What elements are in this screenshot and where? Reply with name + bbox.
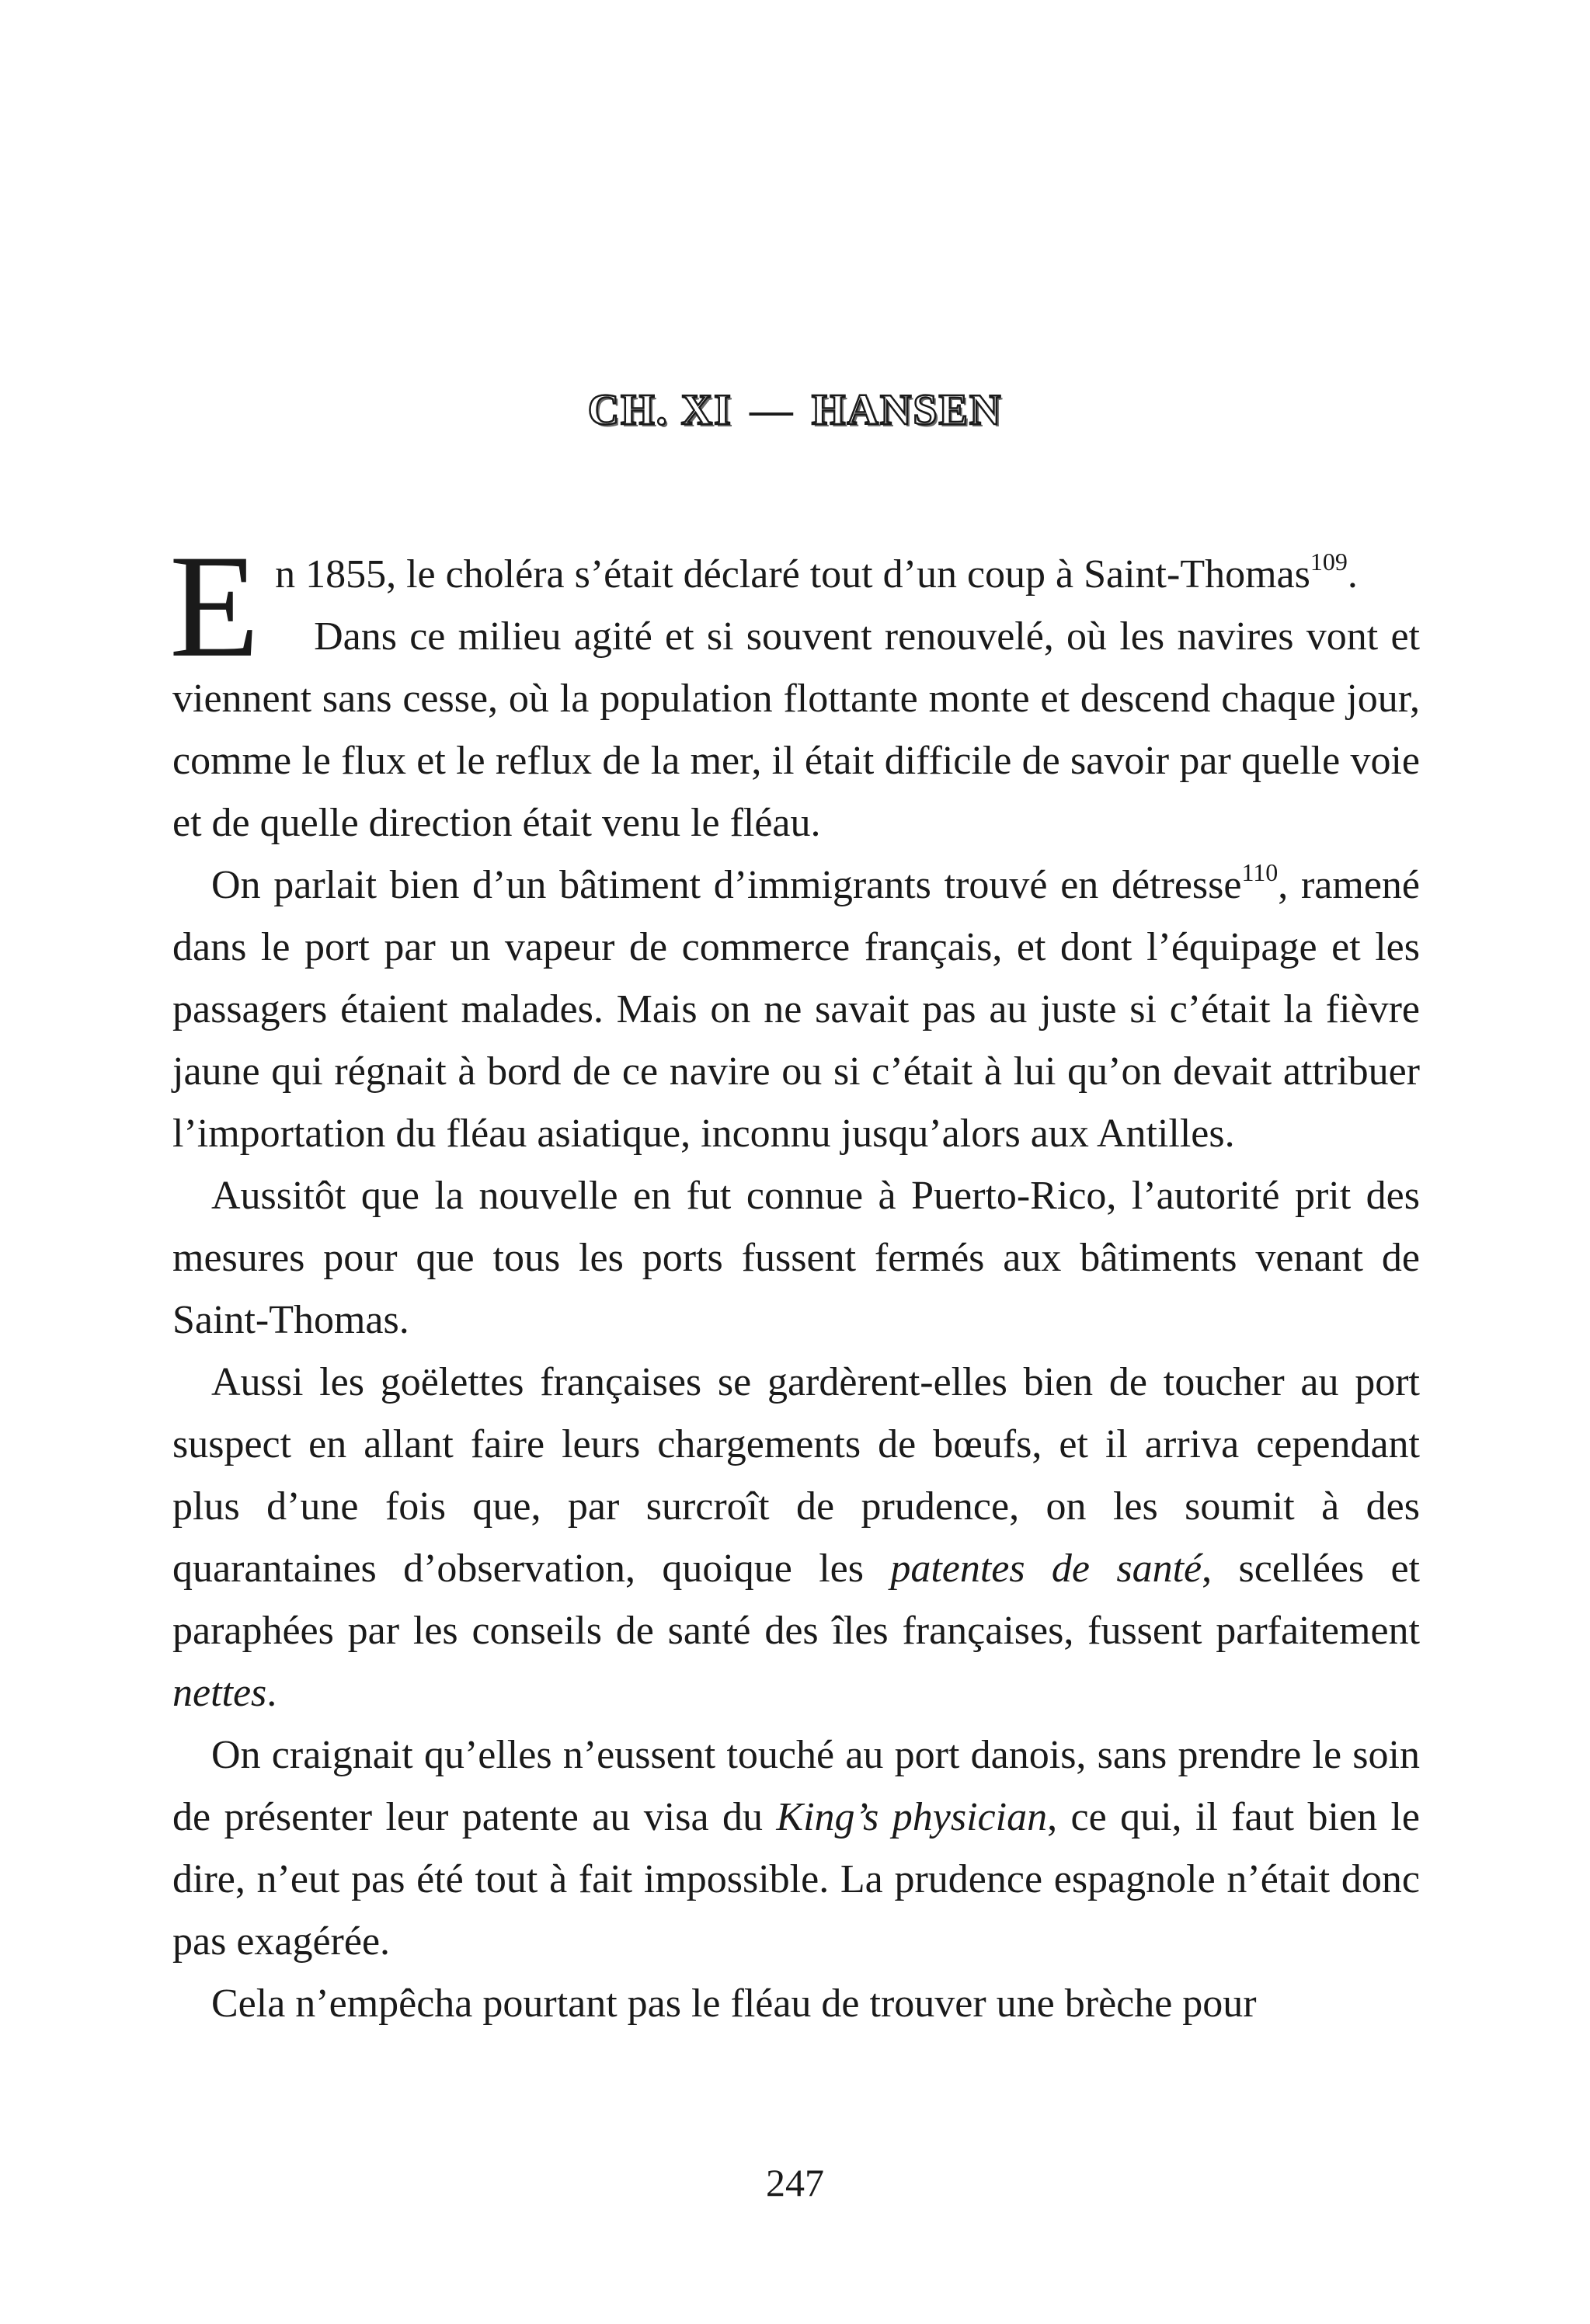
page-number: 247 — [766, 2161, 824, 2204]
chapter-label: CH. XI — [587, 385, 732, 434]
paragraph-6-text-a: On craignait qu’elles n’eussent touché au port danois, sans prendre le soin de présenter leur patente au visa du — [172, 1733, 1420, 1839]
paragraph-6-text-b: , ce qui, il faut bien le dire, n’eut pas été tout à fait impossible. La prudence espagnole n’était donc pas exagérée. — [172, 1795, 1420, 1964]
body-text — [169, 525, 1421, 2035]
paragraph-1 — [169, 525, 1420, 688]
paragraph-7: Cela n’empêcha pourtant pas le fléau de trouver une brèche pour — [211, 1981, 1257, 2026]
paragraph-6-italic: King’s physician — [776, 1795, 1048, 1839]
chapter-dash: — — [749, 385, 795, 434]
paragraph-1-text: n 1855, le choléra s’était déclaré tout d’un coup à Saint-Thomas — [275, 552, 1310, 597]
paragraph-4: Aussitôt que la nouvelle en fut connue à Puerto-Rico, l’autorité prit des mesures pour que tous les ports fussent fermés aux bâtiments venant de Saint-Thomas. — [172, 1174, 1420, 1342]
paragraph-5-text-a: Aussi les goëlettes françaises se gardèrent-elles bien de toucher au port suspect en allant faire leurs chargements de bœufs, et il arriva cependant plus d’une fois que, par surcroît de prudence, on les soumit à des quarantaines d’observation, quoique les — [172, 1360, 1420, 1591]
paragraph-1-end: . — [1347, 552, 1358, 597]
paragraph-5-text-b: , scellées et paraphées par les conseils de santé des îles françaises, fussent parfaitement — [172, 1546, 1421, 1653]
footnote-ref-110: 110 — [1241, 858, 1279, 886]
paragraph-2: Dans ce milieu agité et si souvent renouvelé, où les navires vont et viennent sans cesse, où la population flottante monte et descend chaque jour, comme le flux et le reflux de la mer, il était difficile de savoir par quelle voie et de quelle direction était venu le fléau. — [172, 614, 1420, 845]
paragraph-5 — [172, 1352, 1420, 1724]
footnote-ref-109: 109 — [1310, 548, 1348, 576]
paragraph-6 — [172, 1724, 1420, 1973]
paragraph-5-text-c: . — [266, 1671, 277, 1715]
drop-cap: E — [169, 525, 260, 688]
chapter-name: HANSEN — [811, 385, 1003, 434]
paragraph-5-italic-a: patentes de santé — [890, 1546, 1202, 1591]
chapter-title — [0, 383, 1590, 437]
paragraph-3-text-a: On parlait bien d’un bâtiment d’immigrants trouvé en détresse — [211, 863, 1242, 907]
paragraph-3-text-b: , ramené dans le port par un vapeur de commerce français, et dont l’équipage et les passagers étaient malades. Mais on ne savait pas au juste si c’était la fièvre jaune qui régnait à bord de ce navire ou si c’était à lui qu’on devait attribuer l’importation du fléau asiatique, inconnu jusqu’alors aux Antilles. — [172, 863, 1420, 1156]
paragraph-3 — [172, 854, 1420, 1165]
paragraph-5-italic-b: nettes — [172, 1671, 267, 1715]
